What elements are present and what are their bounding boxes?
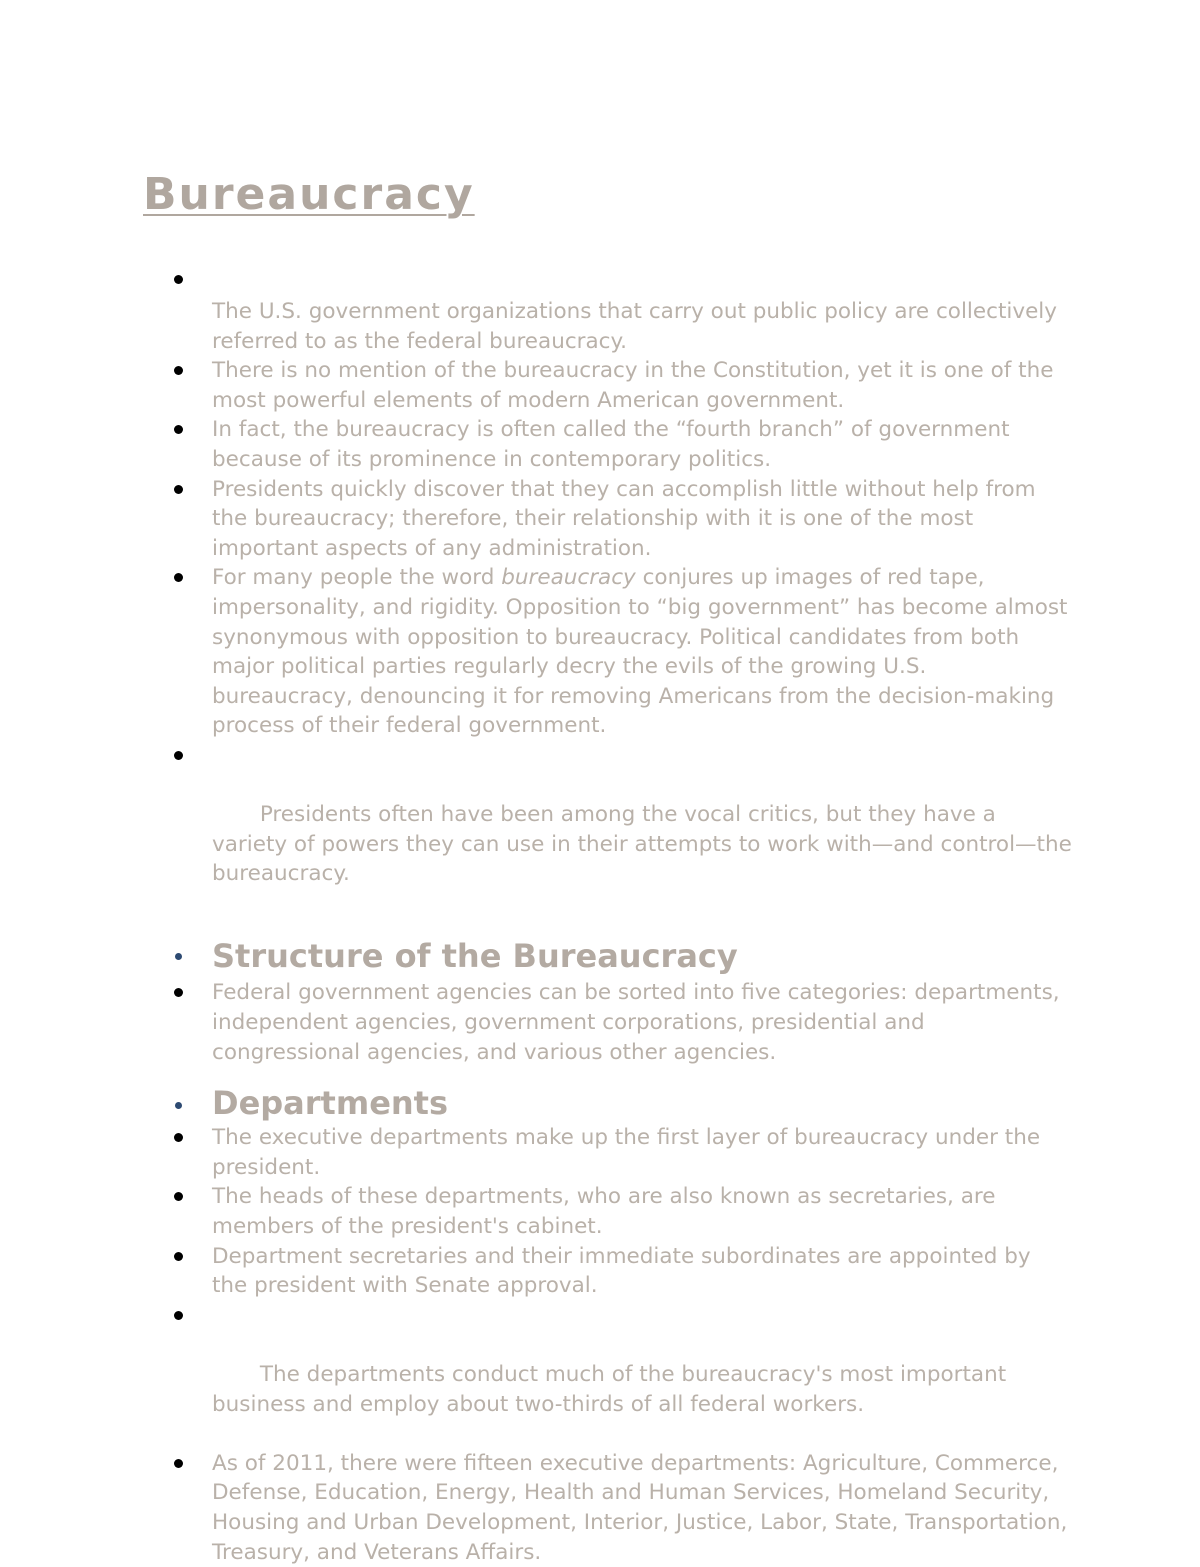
list-item-emphasis: bureaucracy [501,565,636,591]
bullet-icon [174,751,183,760]
list-item [0,415,1072,474]
bullet-icon [174,1311,183,1320]
bullet-icon [174,366,183,375]
list-item [0,1449,1072,1567]
bullet-icon [175,953,182,960]
list-item [0,1182,1072,1241]
list-item [0,1301,1072,1449]
list-item-text-after: conjures up images of red tape, impersonality, and rigidity. Opposition to “big government” has become almost synonymous with opposition to bureaucracy. Political candidates from both major political parties regularly decry the evils of the growing U.S. bureaucracy, denouncing it for removing Americans from the decision-making process of their federal government. [212,565,1068,739]
list-item [0,356,1072,415]
section-heading-text: Departments [212,1084,449,1123]
section-heading-text: Structure of the Bureaucracy [212,937,738,976]
bullet-icon [174,573,183,582]
bullet-icon [175,1102,182,1109]
list-item [0,563,1072,741]
section-heading-structure [0,934,1072,978]
list-item-text: The U.S. government organizations that carry out public policy are collectively referred to as the federal bureaucracy. [212,299,1057,354]
list-item-text: As of 2011, there were fifteen executive departments: Agriculture, Commerce, Defense, Education, Energy, Health and Human Services, Homeland Security, Housing and Urban Development, Interior, Justice, Labor, State, Transportation, Treasury, and Veterans Affairs. [212,1450,1068,1565]
list-item-text: The departments conduct much of the bureaucracy's most important business and employ about two-thirds of all federal workers. [212,1362,1014,1417]
list-item-text: In fact, the bureaucracy is often called the “fourth branch” of government because of its prominence in contemporary politics. [212,417,1010,472]
list-item-text: The executive departments make up the first layer of bureaucracy under the president. [212,1125,1041,1180]
list-item [0,1123,1072,1182]
list-item-text: The heads of these departments, who are also known as secretaries, are members of the president's cabinet. [212,1184,996,1240]
page-title: Bureaucracy [143,169,475,220]
bullet-icon [174,275,183,284]
list-item-text: Department secretaries and their immediate subordinates are appointed by the president with Senate approval. [212,1243,1031,1299]
list-item [0,475,1072,564]
list-item [0,1242,1072,1301]
list-item [0,295,1072,356]
bullet-icon [174,988,183,997]
bullet-icon [174,1459,183,1468]
list-item-text: There is no mention of the bureaucracy in the Constitution, yet it is one of the most powerful elements of modern American government. [212,358,1054,413]
bullet-icon [174,1133,183,1142]
list-item [0,978,1072,1067]
list-item-text: Federal government agencies can be sorted into five categories: departments, independent agencies, government corporations, presidential and congressional agencies, and various other agencies. [212,980,1060,1065]
list-item-empty [0,265,1072,295]
list-item-text: Presidents often have been among the vocal critics, but they have a variety of powers they can use in their attempts to work with—and control—the bureaucracy. [212,802,1079,887]
bullet-icon [174,1192,183,1201]
bullet-icon [174,425,183,434]
list-item-text: Presidents quickly discover that they can accomplish little without help from the bureaucracy; therefore, their relationship with it is one of the most important aspects of any administration. [212,476,1036,561]
bullet-list [0,265,1200,1567]
list-item-text-before: For many people the word [212,565,502,591]
bullet-icon [174,1252,183,1261]
list-item [0,741,1079,919]
section-heading-departments [0,1083,1072,1123]
bullet-icon [174,485,183,494]
